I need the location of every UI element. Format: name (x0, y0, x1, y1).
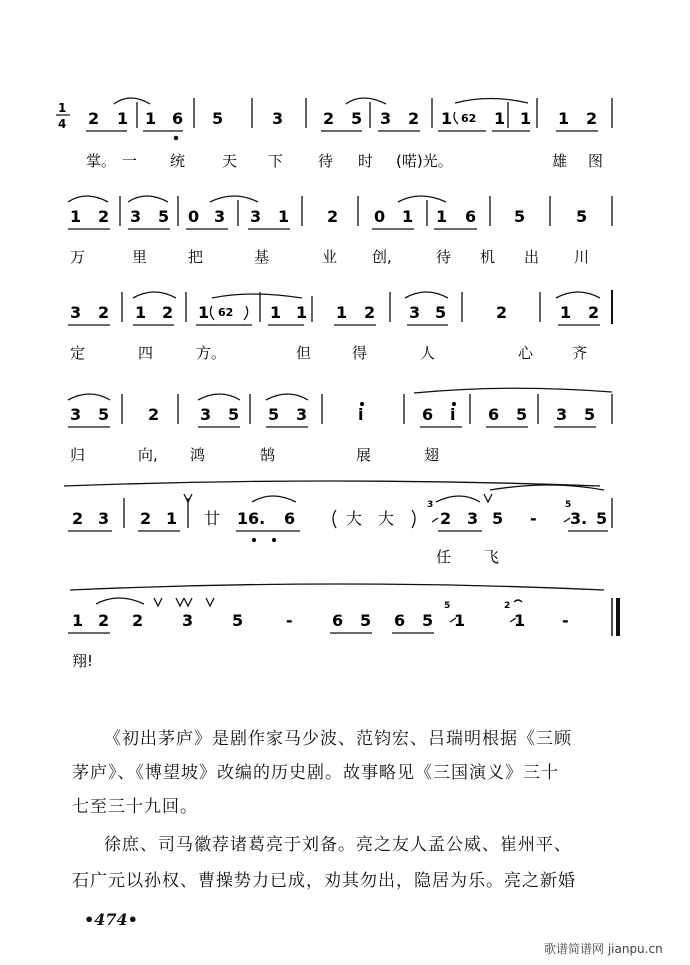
note: 大 (378, 509, 395, 528)
note: 5 (212, 109, 224, 128)
note: 2 (364, 303, 376, 322)
lyric: 下 (268, 152, 284, 170)
lyric: (喏)光。 (396, 152, 453, 170)
row-6-notes (72, 601, 569, 630)
note: 2 (504, 601, 511, 611)
note: 2 (140, 509, 152, 528)
note: 1 (560, 303, 572, 322)
row-4-lyrics (70, 446, 439, 464)
note: 3 (556, 405, 568, 424)
row-1-notes (88, 109, 597, 128)
note: 2 (98, 611, 110, 630)
row-1-lyrics (86, 152, 603, 170)
note: 3 (380, 109, 392, 128)
note: 62 (461, 112, 477, 125)
note: 1 (558, 109, 570, 128)
row-2-marks (68, 196, 612, 229)
note: 3 (200, 405, 212, 424)
note: 3 (98, 509, 110, 528)
note: 3 (182, 611, 194, 630)
lyric: 任 (436, 548, 452, 566)
lyric: 万 (70, 248, 86, 266)
note: 6 (284, 509, 296, 528)
lyric: 方。 (196, 344, 227, 362)
lyric: 鸿 (190, 446, 206, 464)
row-5-lyrics (436, 548, 499, 566)
note: 3 (214, 207, 226, 226)
note: 1 (296, 303, 308, 322)
note: 5 (596, 509, 608, 528)
row-3-notes (70, 303, 599, 322)
note: 1 (72, 611, 84, 630)
lyric: 雄 (552, 152, 568, 170)
note: 2 (98, 303, 110, 322)
lyric: 但 (296, 344, 312, 362)
note: 5 (228, 405, 240, 424)
note: 5 (565, 500, 572, 510)
note: - (286, 611, 293, 630)
note: 1 (336, 303, 348, 322)
lyric: 定 (70, 344, 86, 362)
note: 2 (323, 109, 335, 128)
note: 1 (514, 611, 526, 630)
lyric: 待 (436, 248, 452, 266)
lyric: 机 (480, 248, 496, 266)
note: 2 (162, 303, 174, 322)
note: 1 (454, 611, 466, 630)
note: 1 (494, 109, 506, 128)
lyric: 展 (356, 446, 372, 464)
lyric: 向, (138, 446, 158, 464)
note: 廿 (204, 509, 221, 528)
lyric: 统 (170, 152, 186, 170)
lyric: 四 (138, 344, 154, 362)
lyric: 翅 (424, 446, 440, 464)
note: 5 (360, 611, 372, 630)
note: 3. (570, 509, 588, 528)
note: 3 (130, 207, 142, 226)
paragraph-line: 徐庶、司马徽荐诸葛亮于刘备。亮之友人孟公威、崔州平、 (104, 835, 572, 855)
note: 2 (148, 405, 160, 424)
note: 2 (440, 509, 452, 528)
lyric: 得 (352, 344, 368, 362)
note: 6 (488, 405, 500, 424)
paragraph-line: 七至三十九回。 (72, 797, 198, 817)
lyric: 天 (222, 152, 238, 170)
note: 3 (296, 405, 308, 424)
note: 2 (496, 303, 508, 322)
note: 3 (427, 500, 434, 510)
note: 5 (514, 207, 526, 226)
note: 1 (145, 109, 157, 128)
paragraph-line: 茅庐》、《博望坡》改编的历史剧。故事略见《三国演义》三十 (72, 763, 559, 783)
lyric: 归 (70, 446, 86, 464)
note: 3 (70, 405, 82, 424)
note: 1 (436, 207, 448, 226)
row-2-lyrics (70, 248, 589, 266)
note: 1 (117, 109, 129, 128)
note: 3 (70, 303, 82, 322)
note: 0 (188, 207, 200, 226)
lyric: 人 (420, 344, 436, 362)
note: 5 (516, 405, 528, 424)
lyric: 图 (588, 152, 604, 170)
row-5-notes (72, 500, 607, 528)
lyric: 待 (318, 152, 334, 170)
note: 6 (332, 611, 344, 630)
lyric: 基 (254, 248, 270, 266)
lyric: 把 (188, 248, 204, 266)
note: 5 (98, 405, 110, 424)
lyric: 创, (372, 248, 392, 266)
note: 5 (435, 303, 447, 322)
note: 5 (158, 207, 170, 226)
note: 2 (588, 303, 600, 322)
note: 2 (132, 611, 144, 630)
note: 3 (250, 207, 262, 226)
note: 1 (237, 509, 249, 528)
note: 6 (394, 611, 406, 630)
row-3-lyrics (70, 344, 587, 362)
note: 3 (409, 303, 421, 322)
row-6-lyrics (72, 652, 93, 670)
time-sig-top: 1 (58, 101, 67, 115)
note: 2 (88, 109, 100, 128)
note: 6. (248, 509, 266, 528)
lyric: 翔! (72, 652, 94, 670)
note: 1 (135, 303, 147, 322)
paragraph-line: 《初出茅庐》是剧作家马少波、范钧宏、吕瑞明根据《三顾 (104, 729, 572, 749)
note: 5 (422, 611, 434, 630)
lyric: 齐 (572, 344, 588, 362)
note: 2 (72, 509, 84, 528)
note: 3 (467, 509, 479, 528)
note: 大 (346, 509, 363, 528)
watermark: 歌谱简谱网 jianpu.cn (544, 942, 663, 956)
lyric: 掌。 (86, 152, 117, 170)
note: 1 (70, 207, 82, 226)
note: 6 (422, 405, 434, 424)
note: i (450, 405, 456, 424)
note: 5 (232, 611, 244, 630)
lyric: 时 (358, 152, 374, 170)
note: 1 (166, 509, 178, 528)
lyric: 鹄 (260, 446, 276, 464)
note: 5 (351, 109, 363, 128)
note: - (530, 509, 537, 528)
note: 6 (172, 109, 184, 128)
note: 1 (278, 207, 290, 226)
lyric: 里 (132, 248, 148, 266)
lyric: 出 (524, 248, 540, 266)
note: 2 (408, 109, 420, 128)
note: 5 (444, 601, 451, 611)
row-1-marks (86, 98, 612, 140)
paragraph-line: 石广元以孙权、曹操势力已成，劝其勿出，隐居为乐。亮之新婚 (72, 871, 576, 891)
page-number: •474• (84, 910, 138, 929)
lyric: 川 (574, 248, 590, 266)
lyric: 飞 (484, 548, 500, 566)
note: 5 (584, 405, 596, 424)
note: 5 (268, 405, 280, 424)
note: 2 (98, 207, 110, 226)
note: 3 (272, 109, 284, 128)
lyric: 一 (122, 152, 138, 170)
note: i (358, 405, 364, 424)
lyric: 心 (518, 344, 534, 362)
row-4-notes (70, 405, 595, 424)
note: - (562, 611, 569, 630)
note: 1 (441, 109, 453, 128)
time-sig-bottom: 4 (58, 117, 67, 131)
note: 1 (270, 303, 282, 322)
note: 5 (576, 207, 588, 226)
note: 62 (218, 306, 234, 319)
note: 6 (465, 207, 477, 226)
note: 0 (374, 207, 386, 226)
note: 1 (520, 109, 532, 128)
note: 2 (327, 207, 339, 226)
row-2-notes (70, 207, 587, 226)
note: 2 (586, 109, 598, 128)
note: 1 (198, 303, 210, 322)
lyric: 业 (322, 248, 338, 266)
note: 1 (402, 207, 414, 226)
note: 5 (492, 509, 504, 528)
